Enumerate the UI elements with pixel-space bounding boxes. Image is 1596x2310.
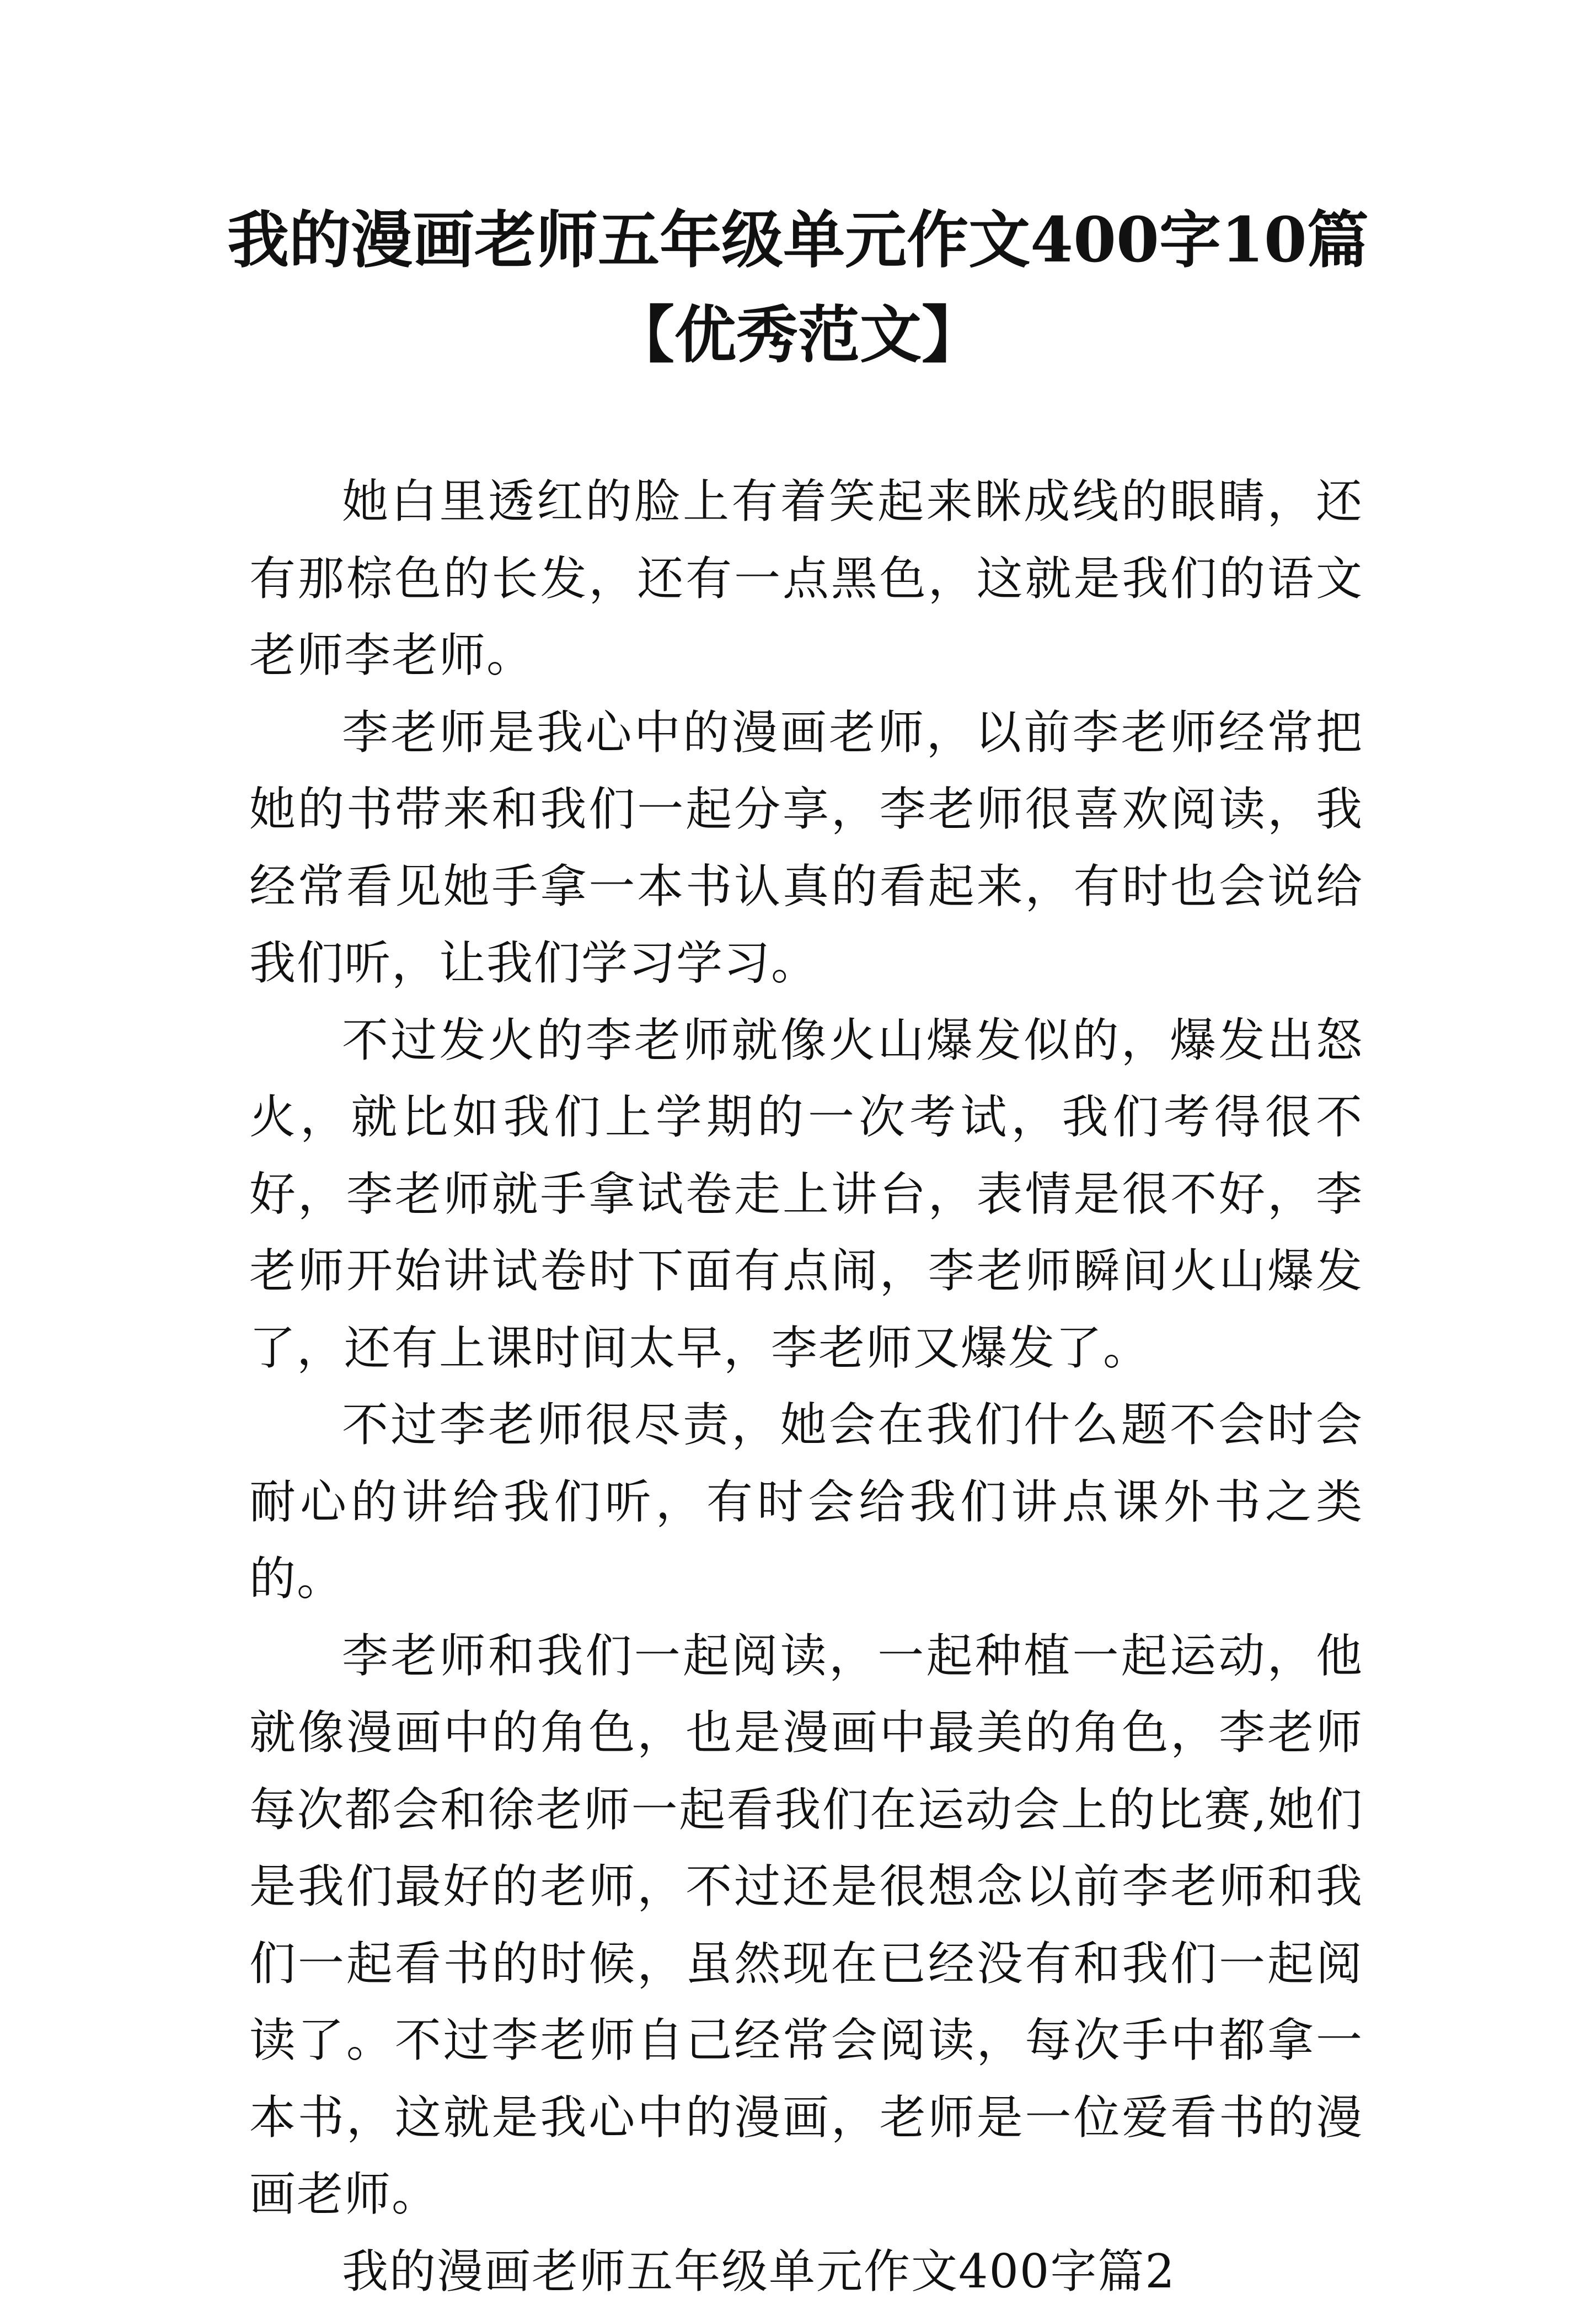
title-line-2: 【优秀范文】	[165, 288, 1431, 383]
paragraph-1: 她白里透红的脸上有着笑起来眯成线的眼睛，还有那棕色的长发，还有一点黑色，这就是我们的语文老师李老师。	[249, 463, 1363, 694]
document-title	[165, 193, 1431, 383]
paragraph-4: 不过李老师很尽责，她会在我们什么题不会时会耐心的讲给我们听，有时会给我们讲点课外书之类的。	[249, 1387, 1363, 1618]
paragraph-2: 李老师是我心中的漫画老师，以前李老师经常把她的书带来和我们一起分享，李老师很喜欢阅读，我经常看见她手拿一本书认真的看起来，有时也会说给我们听，让我们学习学习。	[249, 694, 1363, 1002]
paragraph-3: 不过发火的李老师就像火山爆发似的，爆发出怒火，就比如我们上学期的一次考试，我们考得很不好，李老师就手拿试卷走上讲台，表情是很不好，李老师开始讲试卷时下面有点闹，李老师瞬间火山爆发了，还有上课时间太早，李老师又爆发了。	[249, 1002, 1363, 1387]
paragraph-5: 李老师和我们一起阅读，一起种植一起运动，他就像漫画中的角色，也是漫画中最美的角色，李老师每次都会和徐老师一起看我们在运动会上的比赛,她们是我们最好的老师，不过还是很想念以前李老师和我们一起看书的时候，虽然现在已经没有和我们一起阅读了。不过李老师自己经常会阅读，每次手中都拿一本书，这就是我心中的漫画，老师是一位爱看书的漫画老师。	[249, 1618, 1363, 2233]
title-line-1: 我的漫画老师五年级单元作文400字10篇	[165, 193, 1431, 288]
section-heading-2: 我的漫画老师五年级单元作文400字篇2	[249, 2233, 1363, 2310]
document-body	[249, 463, 1363, 2310]
